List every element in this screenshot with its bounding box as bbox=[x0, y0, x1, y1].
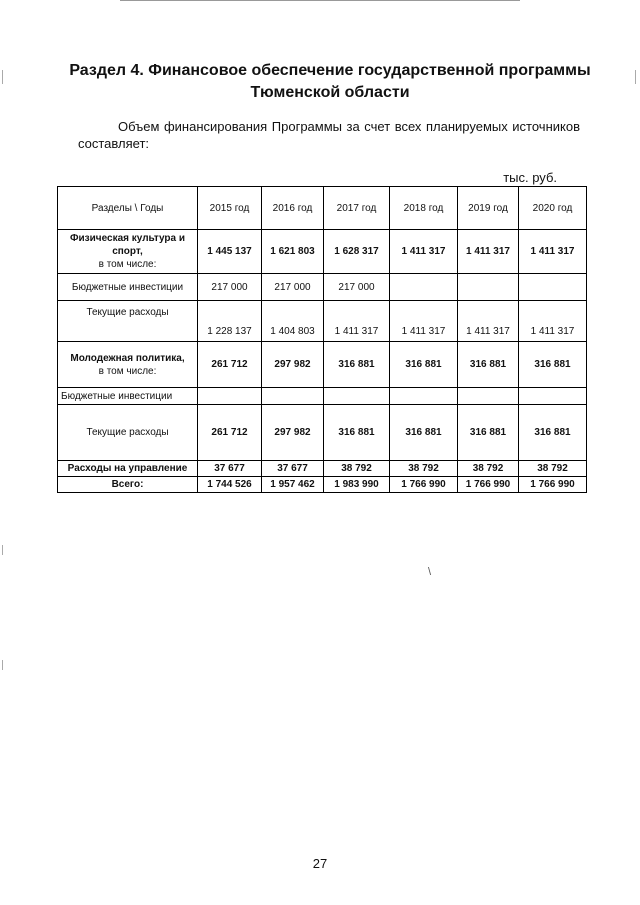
table-cell bbox=[390, 388, 458, 405]
header-cell: 2015 год bbox=[198, 187, 262, 230]
table-cell: 217 000 bbox=[324, 274, 390, 301]
table-cell: 261 712 bbox=[198, 405, 262, 461]
row-label-text: Физическая культура и спорт, bbox=[69, 233, 185, 257]
table-cell bbox=[324, 388, 390, 405]
section-title bbox=[60, 60, 600, 104]
table-cell bbox=[519, 274, 587, 301]
table-cell: 297 982 bbox=[262, 342, 324, 388]
table-cell bbox=[262, 388, 324, 405]
header-cell: 2018 год bbox=[390, 187, 458, 230]
table-cell: 261 712 bbox=[198, 342, 262, 388]
page-number: 27 bbox=[312, 856, 328, 871]
table-cell: 38 792 bbox=[390, 461, 458, 477]
table-row bbox=[58, 477, 587, 493]
table-cell: 1 744 526 bbox=[198, 477, 262, 493]
intro-line2: составляет: bbox=[78, 136, 150, 151]
row-label-text: Молодежная политика, bbox=[70, 352, 185, 364]
header-cell: 2019 год bbox=[458, 187, 519, 230]
table-cell: 316 881 bbox=[458, 342, 519, 388]
row-label: Бюджетные инвестиции bbox=[58, 274, 198, 301]
header-cell: 2017 год bbox=[324, 187, 390, 230]
table-cell: 316 881 bbox=[324, 342, 390, 388]
header-cell: 2020 год bbox=[519, 187, 587, 230]
table-cell: 1 983 990 bbox=[324, 477, 390, 493]
table-cell: 316 881 bbox=[390, 405, 458, 461]
table-cell: 38 792 bbox=[519, 461, 587, 477]
table-row bbox=[58, 388, 587, 405]
table-row bbox=[58, 274, 587, 301]
financing-table bbox=[57, 186, 587, 493]
table-cell: 38 792 bbox=[458, 461, 519, 477]
scan-mark bbox=[2, 545, 3, 555]
row-label: Текущие расходы bbox=[58, 405, 198, 461]
table-cell: 1 766 990 bbox=[390, 477, 458, 493]
table-cell: 1 621 803 bbox=[262, 230, 324, 274]
section-title-line2: Тюменской области bbox=[250, 84, 410, 101]
scan-mark bbox=[2, 660, 3, 670]
table-cell: 1 411 317 bbox=[390, 301, 458, 342]
table-cell: 1 445 137 bbox=[198, 230, 262, 274]
table-cell: 316 881 bbox=[519, 405, 587, 461]
table-header-row bbox=[58, 187, 587, 230]
scan-mark bbox=[2, 70, 3, 84]
header-cell: 2016 год bbox=[262, 187, 324, 230]
table-row bbox=[58, 461, 587, 477]
table-cell: 38 792 bbox=[324, 461, 390, 477]
table-row bbox=[58, 405, 587, 461]
table-cell bbox=[458, 388, 519, 405]
table-cell: 217 000 bbox=[198, 274, 262, 301]
row-label bbox=[58, 230, 198, 274]
table-cell: 316 881 bbox=[324, 405, 390, 461]
table-cell: 1 628 317 bbox=[324, 230, 390, 274]
table-cell: 1 766 990 bbox=[519, 477, 587, 493]
header-cell: Разделы \ Годы bbox=[58, 187, 198, 230]
table-cell: 37 677 bbox=[198, 461, 262, 477]
table-cell: 1 766 990 bbox=[458, 477, 519, 493]
table-row bbox=[58, 342, 587, 388]
table-cell bbox=[519, 388, 587, 405]
table-cell: 1 411 317 bbox=[519, 230, 587, 274]
units-label: тыс. руб. bbox=[503, 170, 557, 185]
table-cell: 1 411 317 bbox=[324, 301, 390, 342]
intro-line1: Объем финансирования Программы за счет всех планируемых источников bbox=[118, 119, 580, 134]
row-sublabel: в том числе: bbox=[98, 365, 157, 377]
scan-speck: \ bbox=[428, 566, 432, 578]
row-label: Всего: bbox=[58, 477, 198, 493]
table-cell bbox=[198, 388, 262, 405]
table-cell: 1 228 137 bbox=[198, 301, 262, 342]
row-label: Бюджетные инвестиции bbox=[58, 388, 198, 405]
table-cell: 1 957 462 bbox=[262, 477, 324, 493]
table-cell: 37 677 bbox=[262, 461, 324, 477]
table-cell: 1 411 317 bbox=[458, 230, 519, 274]
row-label: Расходы на управление bbox=[58, 461, 198, 477]
row-label: Текущие расходы bbox=[58, 301, 198, 342]
row-sublabel: в том числе: bbox=[98, 259, 157, 270]
table-cell: 1 404 803 bbox=[262, 301, 324, 342]
table-cell: 316 881 bbox=[390, 342, 458, 388]
table-cell: 316 881 bbox=[458, 405, 519, 461]
intro-paragraph bbox=[78, 118, 580, 152]
table-cell bbox=[390, 274, 458, 301]
table-cell: 316 881 bbox=[519, 342, 587, 388]
scan-mark bbox=[635, 70, 636, 84]
table-cell: 217 000 bbox=[262, 274, 324, 301]
row-label bbox=[58, 342, 198, 388]
table-cell: 1 411 317 bbox=[390, 230, 458, 274]
table-row bbox=[58, 301, 587, 342]
table-cell bbox=[458, 274, 519, 301]
table-row bbox=[58, 230, 587, 274]
table-cell: 1 411 317 bbox=[519, 301, 587, 342]
table-cell: 297 982 bbox=[262, 405, 324, 461]
top-rule bbox=[120, 0, 520, 1]
table-cell: 1 411 317 bbox=[458, 301, 519, 342]
section-title-line1: Раздел 4. Финансовое обеспечение государственной программы bbox=[69, 62, 591, 79]
